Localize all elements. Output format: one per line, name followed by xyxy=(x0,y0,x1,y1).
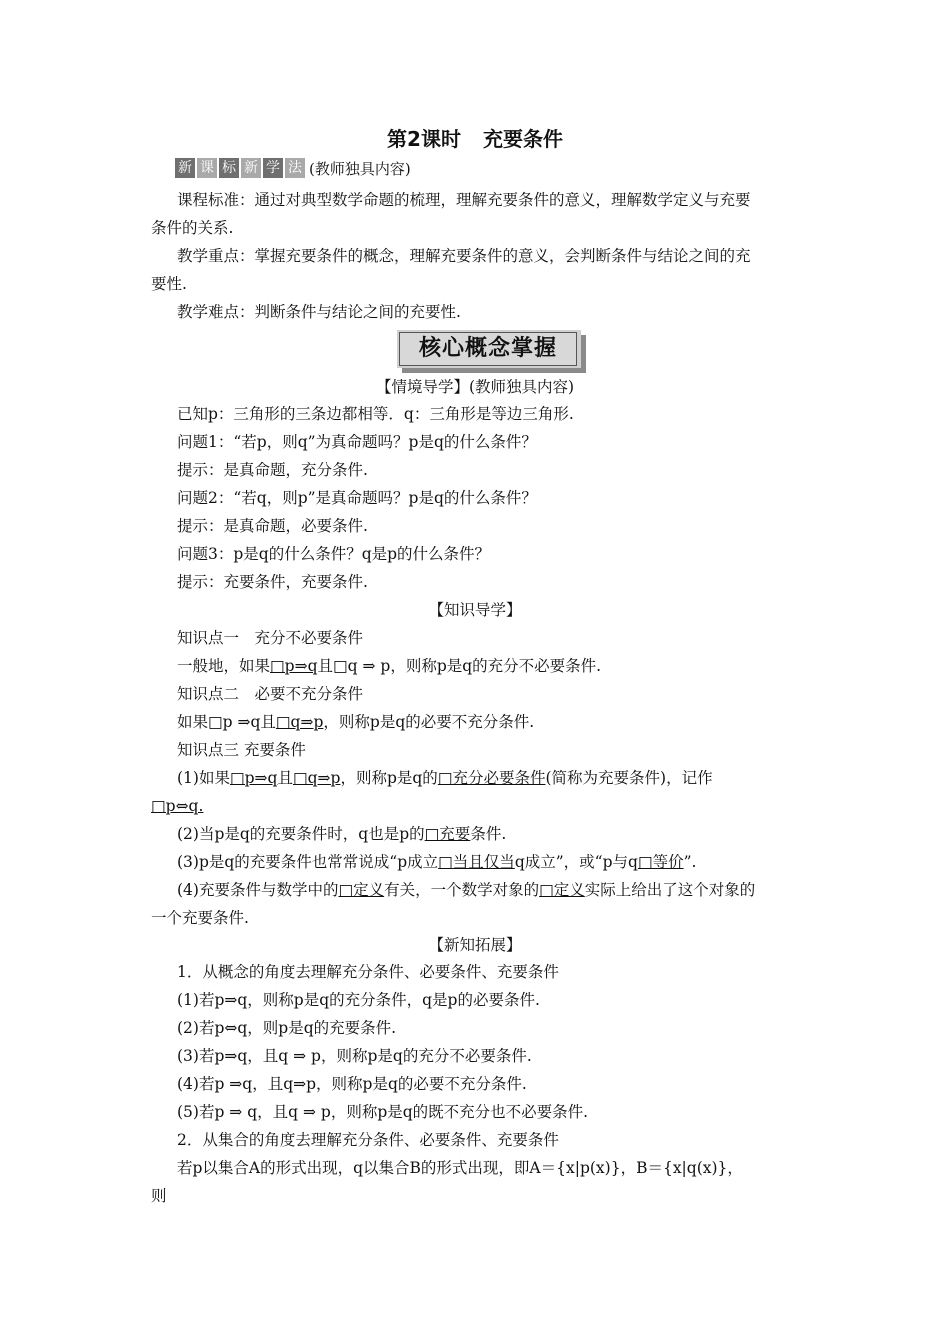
text-span: q成立”，或“p与q xyxy=(514,853,638,871)
difficulty-line: 教学难点：判断条件与结论之间的充要性. xyxy=(177,303,461,321)
text-line xyxy=(177,768,837,788)
text-span: (简称为充要条件)，记作 xyxy=(545,769,713,787)
knowledge-point-2: 知识点二 必要不充分条件 xyxy=(177,685,364,703)
text-line: (1)若p⇒q，则称p是q的充分条件，q是p的必要条件. xyxy=(177,991,540,1009)
section-banner xyxy=(397,330,581,368)
page-title xyxy=(0,123,950,152)
text-line: 1．从概念的角度去理解充分条件、必要条件、充要条件 xyxy=(177,963,559,981)
text-span: 且□q ⇒ p，则称p是q的充分不必要条件. xyxy=(317,657,602,675)
text-line xyxy=(177,656,837,676)
text-span: ”. xyxy=(683,853,697,871)
standard-line: 课程标准：通过对典型数学命题的梳理，理解充要条件的意义，理解数学定义与充要 xyxy=(177,191,751,209)
title-topic: 充要条件 xyxy=(482,127,563,151)
section-heading: 【知识导学】 xyxy=(428,601,522,619)
section-heading: 【新知拓展】 xyxy=(428,936,522,954)
blank-answer: □p⇔q. xyxy=(151,797,204,815)
text-span: 且 xyxy=(277,769,293,787)
text-span: ，则称p是q的 xyxy=(340,769,438,787)
text-span: 实际上给出了这个对象的 xyxy=(584,881,756,899)
text-line: 问题2：“若q，则p”是真命题吗？p是q的什么条件？ xyxy=(177,489,537,507)
badge-char: 课 xyxy=(197,158,217,178)
badge-note: (教师独具内容) xyxy=(309,159,411,178)
text-line xyxy=(151,796,811,816)
text-span: ，则称p是q的必要不充分条件. xyxy=(323,713,535,731)
text-line: 则 xyxy=(151,1187,167,1205)
blank-answer: □充要 xyxy=(424,825,471,843)
text-span: 有关，一个数学对象的 xyxy=(384,881,540,899)
text-line: 问题1：“若p，则q”为真命题吗？p是q的什么条件？ xyxy=(177,433,537,451)
blank-answer: □等价 xyxy=(637,853,684,871)
text-line: (4)若p ⇒q，且q⇒p，则称p是q的必要不充分条件. xyxy=(177,1075,527,1093)
text-line: (5)若p ⇒ q，且q ⇒ p，则称p是q的既不充分也不必要条件. xyxy=(177,1103,589,1121)
text-line xyxy=(177,712,837,732)
text-line: 若p以集合A的形式出现，q以集合B的形式出现，即A＝{x|p(x)}，B＝{x|q(x)}， xyxy=(177,1159,743,1177)
standard-line-cont: 条件的关系. xyxy=(151,219,234,237)
text-line: 提示：是真命题，必要条件. xyxy=(177,517,368,535)
text-line xyxy=(177,852,837,872)
blank-answer: □q⇒p xyxy=(275,713,324,731)
text-span: (1)如果 xyxy=(177,769,230,787)
badge-char: 标 xyxy=(219,158,239,178)
blank-answer: □q⇒p xyxy=(292,769,341,787)
text-line: 提示：充要条件，充要条件. xyxy=(177,573,368,591)
blank-answer: □定义 xyxy=(539,881,585,899)
title-lesson: 第2课时 xyxy=(387,127,461,151)
text-span: 如果□p ⇒q且 xyxy=(177,713,276,731)
section-badge xyxy=(175,157,411,179)
banner-text: 核心概念掌握 xyxy=(399,332,577,366)
knowledge-point-1: 知识点一 充分不必要条件 xyxy=(177,629,364,647)
text-line xyxy=(177,880,837,900)
blank-answer: □当且仅当 xyxy=(438,853,515,871)
badge-char: 法 xyxy=(285,158,305,178)
badge-char: 新 xyxy=(241,158,261,178)
text-span: 一般地，如果 xyxy=(177,657,271,675)
knowledge-point-3: 知识点三 充要条件 xyxy=(177,741,306,759)
blank-answer: □p⇒q xyxy=(229,769,278,787)
blank-answer: □定义 xyxy=(338,881,385,899)
text-line: 一个充要条件. xyxy=(151,909,249,927)
text-span: (3)p是q的充要条件也常常说成“p成立 xyxy=(177,853,439,871)
focus-line: 教学重点：掌握充要条件的概念，理解充要条件的意义，会判断条件与结论之间的充 xyxy=(177,247,751,265)
badge-char: 新 xyxy=(175,158,195,178)
text-line: 已知p：三角形的三条边都相等．q：三角形是等边三角形. xyxy=(177,405,574,423)
text-line: 问题3：p是q的什么条件？q是p的什么条件？ xyxy=(177,545,491,563)
blank-answer: □充分必要条件 xyxy=(437,769,546,787)
text-span: (4)充要条件与数学中的 xyxy=(177,881,339,899)
text-span: (2)当p是q的充要条件时，q也是p的 xyxy=(177,825,425,843)
text-line: (3)若p⇒q，且q ⇒ p，则称p是q的充分不必要条件. xyxy=(177,1047,532,1065)
focus-line-cont: 要性. xyxy=(151,275,187,293)
text-span: 条件. xyxy=(470,825,507,843)
text-line: 提示：是真命题，充分条件. xyxy=(177,461,368,479)
text-line: (2)若p⇔q，则p是q的充要条件. xyxy=(177,1019,397,1037)
text-line xyxy=(177,824,837,844)
blank-answer: □p⇒q xyxy=(270,657,318,675)
section-heading: 【情境导学】(教师独具内容) xyxy=(375,378,575,396)
text-line: 2．从集合的角度去理解充分条件、必要条件、充要条件 xyxy=(177,1131,559,1149)
badge-char: 学 xyxy=(263,158,283,178)
